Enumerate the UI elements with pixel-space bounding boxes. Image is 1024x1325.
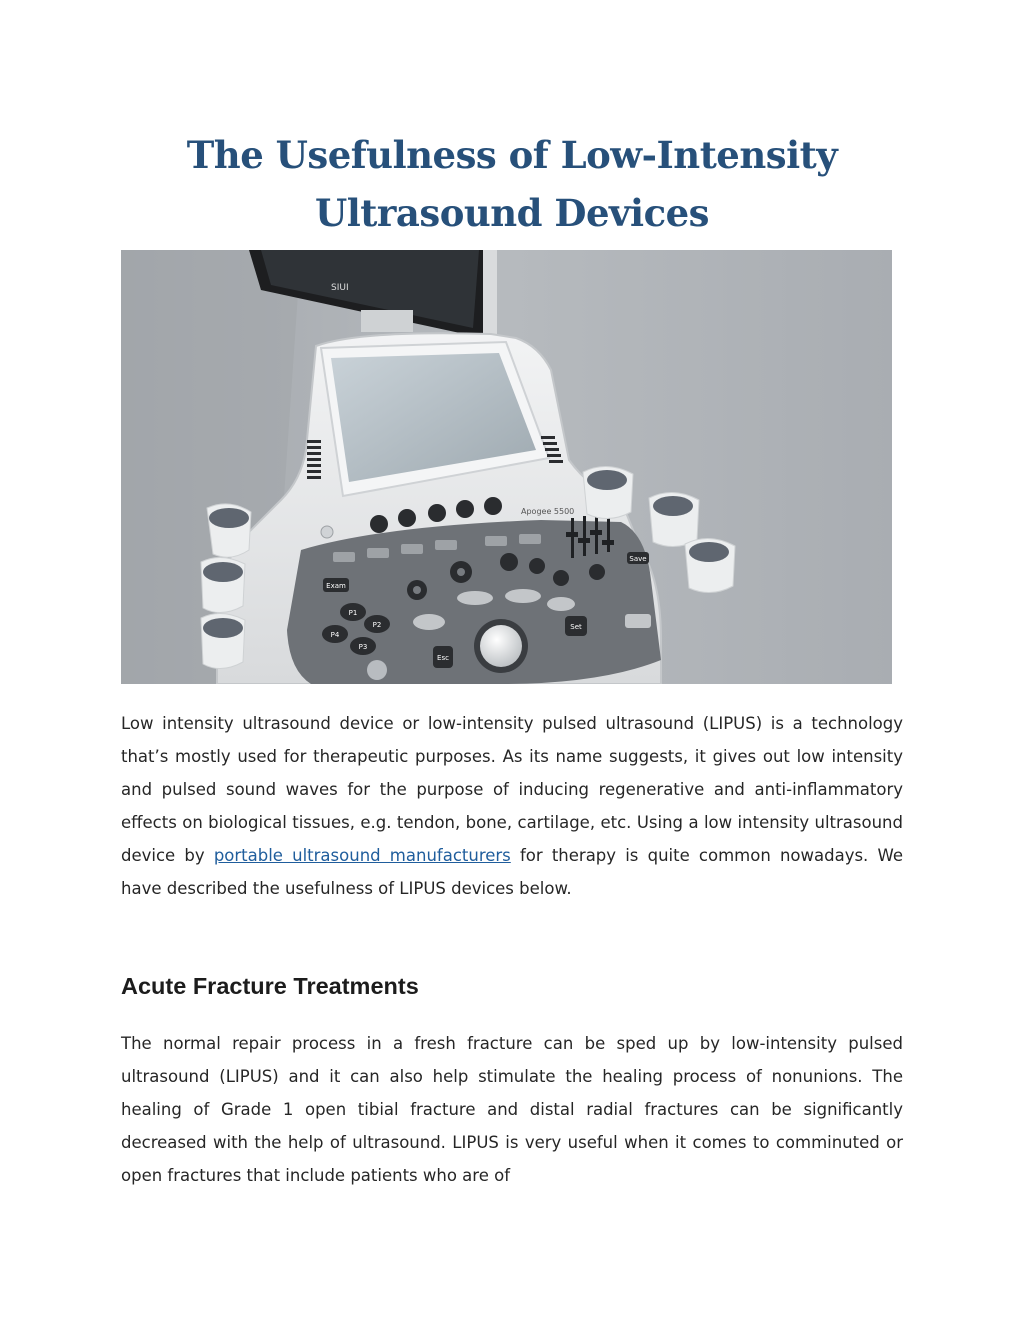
title-line-2: Ultrasound Devices — [314, 191, 710, 235]
p3-key-label: P3 — [358, 643, 368, 651]
section-paragraph: The normal repair process in a fresh fracture can be sped up by low-intensity pulsed ultrasound (LIPUS) and it can also help stimulate the healing process of nonunions. The healing of Grade 1 open tibial fracture and distal radial fractures can be significantly decreased with the help of ultrasound. LIPUS is very useful when it comes to comminuted or open fractures that include patients who are of — [121, 1034, 903, 1185]
monitor-brand-label: SIUI — [331, 283, 349, 293]
p4-key-label: P4 — [330, 631, 340, 639]
intro-text-after-link: for therapy is quite common nowadays. We have described the usefulness of LIPUS devices below. — [121, 846, 903, 898]
trackball — [480, 625, 522, 667]
ultrasound-device-photo — [121, 250, 892, 684]
save-key-label: Save — [629, 555, 647, 563]
intro-paragraph — [121, 707, 903, 905]
set-key-label: Set — [570, 623, 582, 631]
portable-ultrasound-manufacturers-link[interactable]: portable ultrasound manufacturers — [213, 846, 511, 865]
model-label: Apogee 5500 — [521, 507, 575, 516]
p1-key-label: P1 — [348, 609, 358, 617]
title-line-1: The Usefulness of Low-Intensity — [186, 133, 838, 177]
section-heading: Acute Fracture Treatments — [121, 973, 419, 999]
p2-key-label: P2 — [372, 621, 382, 629]
intro-text-before-link: Low intensity ultrasound device or low-intensity pulsed ultrasound (LIPUS) is a technology that’s mostly used for therapeutic purposes. As its name suggests, it gives out low intensity and pulsed sound waves for the purpose of inducing regenerative and anti-inflammatory effects on biological tissues, e.g. tendon, bone, cartilage, etc. Using a low intensity ultrasound device by — [121, 714, 903, 865]
esc-key-label: Esc — [437, 654, 449, 662]
exam-key-label: Exam — [326, 582, 346, 590]
page-title — [100, 126, 924, 242]
